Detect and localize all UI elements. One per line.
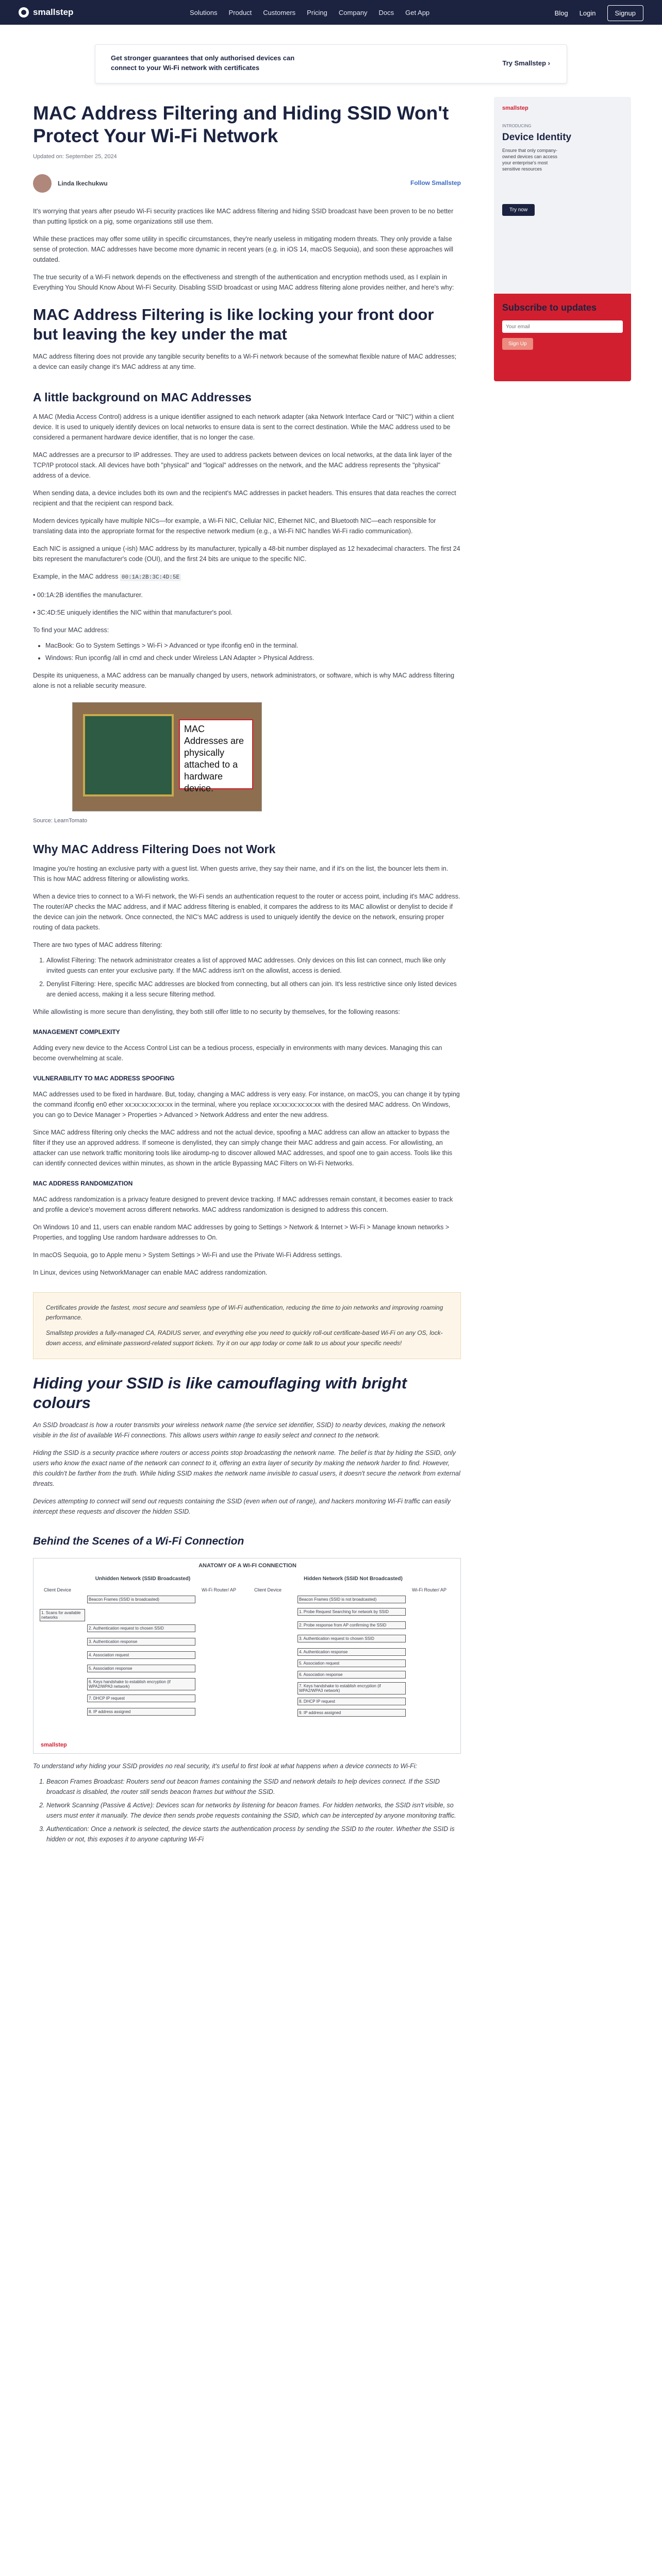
diagram-step: 2. Authentication request to chosen SSID [87,1624,195,1632]
example-line [33,571,461,583]
follow-smallstep-link[interactable]: Follow Smallstep [410,179,461,187]
spoofing-paragraph-1: MAC addresses used to be fixed in hardware. But, today, changing a MAC address is very easy. For instance, on macOS, you can change it by typing the command ifconfig en0 ether xx:xx:xx:xx:xx:xx in the terminal, where you replace xx:xx:xx:xx:xx:xx with the desired MAC address. On Windows, you can go to Device Manager > Properties > Advanced > Network Address and enter the new address. [33,1091,460,1118]
diagram-step: 3. Authentication response [87,1638,195,1646]
article [33,97,461,1844]
randomization-paragraph-3: In macOS Sequoia, go to Apple menu > System Settings > Wi-Fi and use the Private Wi-Fi Address settings. [33,1251,342,1259]
background-paragraph-3: When sending data, a device includes both its own and the recipient's MAC addresses in packet headers. This ensures that data reaches the correct recipient and that the recipient can respond back. [33,489,456,507]
promo-text: Get stronger guarantees that only authorised devices can connect to your Wi-Fi network with certificates [111,54,295,72]
diagram-hidden-column [250,1576,456,1720]
diagram-step: 9. IP address assigned [297,1709,406,1717]
diagram-step: 1. Scans for available networks [40,1609,85,1621]
author-name: Linda Ikechukwu [58,180,108,187]
try-now-button[interactable]: Try now [502,204,535,216]
list-item: • MacBook: Go to System Settings > Wi-Fi > Advanced or type ifconfig en0 in the terminal. [45,640,461,651]
intro-paragraph-1: It's worrying that years after pseudo Wi-Fi security practices like MAC address filtering and hiding SSID broadcast have been proven to be no better than putting lipstick on a pig, some organizations still use them. [33,208,454,225]
diagram-client-label: Client Device [44,1587,72,1592]
heading-why-not-work: Why MAC Address Filtering Does not Work [33,842,276,856]
diagram-step: 6. Keys handshake to establish encryption (if WPA2/WPA3 network) [87,1678,195,1690]
while-paragraph: While allowlisting is more secure than denylisting, they both still offer little to no security by themselves, for the following reasons: [33,1008,400,1015]
ssid-paragraph-3: Devices attempting to connect will send out requests containing the SSID (even when out of range), and hackers monitoring Wi-Fi traffic can easily intercept these requests and discover the hidden SSID. [33,1498,451,1515]
diagram-step: 8. IP address assigned [87,1708,195,1716]
heading-randomization: MAC ADDRESS RANDOMIZATION [33,1180,133,1187]
author-row [33,170,461,199]
find-mac-intro: To find your MAC address: [33,626,109,634]
sidebar-text: Ensure that only company-owned devices can access your enterprise's most sensitive resources [502,148,558,172]
randomization-paragraph-4: In Linux, devices using NetworkManager can enable MAC address randomization. [33,1269,268,1276]
background-paragraph-1: A MAC (Media Access Control) address is a unique identifier assigned to each network adapter (aka Network Interface Card or "NIC") within a client device. It is used to uniquely identify devices on local networks to ensure data is sent to the correct destination. While the MAC address used to be considered a permanent hardware device identifier, that is no longer the case. [33,413,454,441]
nav-blog[interactable]: Blog [554,9,568,17]
nav-company[interactable]: Company [338,9,368,16]
diagram-client-label: Client Device [254,1587,282,1592]
signup-button[interactable]: Signup [607,5,643,21]
diagram-step: 7. Keys handshake to establish encryption (if WPA2/WPA3 network) [297,1682,406,1694]
subscribe-box [494,294,631,381]
diagram-unhidden-heading: Unhidden Network (SSID Broadcasted) [95,1576,191,1582]
email-field[interactable] [502,320,623,333]
list-item: 3. Authentication: Once a network is selected, the device starts the authentication process by sending the SSID to the router. Whether the SSID is hidden or not, this exposes it to anyone capturing Wi-Fi [46,1824,461,1844]
nav-pricing[interactable]: Pricing [307,9,327,16]
nav-login[interactable]: Login [579,9,596,17]
nic-item: • 3C:4D:5E uniquely identifies the NIC within that manufacturer's pool. [33,609,233,616]
intro-paragraph-2: While these practices may offer some utility in specific circumstances, they're nearly useless in mitigating modern threats. They only provide a false sense of protection. MAC addresses have become more dynamic in recent years (e.g. in iOS 14, macOS Sequoia), and soon these approaches will outdated. [33,235,454,263]
list-item: 2. Network Scanning (Passive & Active): Devices scan for networks by listening for beacon frames. For hidden networks, the SSID isn't visible, so users must enter it manually. The device then sends probe requests containing the SSID, which can be intercepted by anyone monitoring traffic. [46,1800,461,1821]
heading-hide-ssid: Hiding your SSID is like camouflaging with bright colours [33,1374,407,1412]
list-item: • Windows: Run ipconfig /all in cmd and check under Wireless LAN Adapter > Physical Address. [45,653,461,663]
main-nav [190,9,429,16]
subscribe-heading: Subscribe to updates [502,302,597,313]
background-paragraph-5: Each NIC is assigned a unique (-ish) MAC address by its manufacturer, typically a 48-bit number displayed as 12 hexadecimal characters. The first 24 bits represent the manufacturer's code (OUI), and the first 24 bits are unique to the specific NIC. [33,545,460,563]
try-smallstep-link[interactable]: Try Smallstep › [502,59,550,67]
oui-item: • 00:1A:2B identifies the manufacturer. [33,591,143,599]
top-nav [0,0,662,25]
randomization-paragraph-2: On Windows 10 and 11, users can enable random MAC addresses by going to Settings > Network & Internet > Wi-Fi > Manage known networks > Properties, and toggling Use random hardware addresses to On. [33,1224,450,1241]
nav-customers[interactable]: Customers [263,9,296,16]
connection-steps-list [33,1776,461,1844]
behind-paragraph: To understand why hiding your SSID provides no real security, it's useful to first look at what happens when a device connects to Wi-Fi: [33,1762,418,1770]
example-mac-code: 00:1A:2B:3C:4D:5E [120,574,181,581]
sidebar-logo: smallstep [502,105,528,111]
diagram-step: 3. Authentication request to chosen SSID [297,1635,406,1642]
diagram-ap-label: Wi-Fi Router/ AP [412,1587,447,1592]
nav-product[interactable]: Product [228,9,252,16]
list-item: 1. Allowlist Filtering: The network administrator creates a list of approved MAC addresses. Only devices on this list can connect, much like only invited guests can enter your exclusive party. If the MAC address isn't on the allowlist, access is denied. [46,955,461,976]
author-avatar [33,174,52,193]
smallstep-logo-icon [19,7,29,18]
brand-logo[interactable] [19,7,73,18]
diagram-footer-logo: smallstep [41,1742,67,1748]
wifi-connection-diagram [33,1558,461,1754]
promo-banner [95,44,567,83]
heading-spoofing: VULNERABILITY TO MAC ADDRESS SPOOFING [33,1075,175,1082]
ssid-paragraph-2: Hiding the SSID is a security practice where routers or access points stop broadcasting the network name. The belief is that by hiding the SSID, only users who know the exact name of the network can connect to it, offering an extra layer of security by making the network harder to find. However, this couldn't be farther from the truth. While hiding SSID makes the network name invisible to casual users, it doesn't secure the network from external threats. [33,1449,460,1487]
network-card-image [83,714,174,796]
updated-date: Updated on: September 25, 2024 [33,154,117,160]
nav-get-app[interactable]: Get App [405,9,430,16]
diagram-step: Beacon Frames (SSID is broadcasted) [87,1596,195,1603]
nav-actions [555,5,643,21]
nav-docs[interactable]: Docs [378,9,394,16]
brand-name: smallstep [33,7,74,17]
diagram-step: 4. Association request [87,1651,195,1659]
intro-paragraph-3: The true security of a Wi-Fi network depends on the effectiveness and strength of the authentication and encryption methods used, as I explain in Everything You Should Know About Wi-Fi Security. Disabling SSID broadcast or using MAC address filtering alone provides neither, and here's why: [33,274,454,291]
ssid-paragraph-1: An SSID broadcast is how a router transmits your wireless network name (the service set identifier, SSID) to nearby devices, making the network visible in the list of available Wi-Fi connections. This allows users within range to easily select and connect to the network. [33,1421,445,1439]
background-paragraph-4: Modern devices typically have multiple NICs—for example, a Wi-Fi NIC, Cellular NIC, Ethernet NIC, and Bluetooth NIC—each responsible for translating data into the appropriate format for the respective network medium (e.g., a Wi-Fi NIC handles Wi-Fi radio communication). [33,517,436,535]
nav-solutions[interactable]: Solutions [190,9,218,16]
article-title: MAC Address Filtering and Hiding SSID Won't Protect Your Wi-Fi Network [33,103,449,146]
callout-text-2: Smallstep provides a fully-managed CA, RADIUS server, and everything else you need to quickly roll-out certificate-based Wi-Fi on any OS, lock-down access, and eliminate password-related support tickets. Try it on our app today or come talk to us about your specific needs! [46,1329,443,1347]
mac-address-figure [72,702,262,811]
management-paragraph: Adding every new device to the Access Control List can be a tedious process, especially in environments with many devices. Managing this can become overwhelming at scale. [33,1044,442,1062]
diagram-unhidden-column [40,1576,246,1720]
figure-source: Source: LearnTomato [33,818,88,824]
heading-background: A little background on MAC Addresses [33,391,252,404]
sidebar-heading: Device Identity [502,132,572,143]
subscribe-button[interactable]: Sign Up [502,338,533,350]
filter-types-list [33,955,461,999]
spoofing-paragraph-2: Since MAC address filtering only checks the MAC address and not the actual device, spoofing a MAC address can allow an attacker to bypass the filter if they use an approved address. If someone is denylisted, they can simply change their MAC address and gain access. For allowlisting, an attacker can use network traffic monitoring tools like airodump-ng to discover allowed MAC addresses, and spoof one to gain access. Tools like this can identify connected devices within minutes, as shown in the article Bypassing MAC Filters on Wi-Fi Networks. [33,1129,453,1167]
find-mac-list [33,640,461,663]
lock-paragraph: MAC address filtering does not provide any tangible security benefits to a Wi-Fi network because of the somewhat flexible nature of MAC addresses; a device can easily change it's MAC address at any time. [33,353,457,370]
diagram-hidden-heading: Hidden Network (SSID Not Broadcasted) [304,1576,403,1582]
diagram-step: Beacon Frames (SSID is not broadcasted) [297,1596,406,1603]
diagram-step: 5. Association request [297,1659,406,1667]
callout-text-1: Certificates provide the fastest, most secure and seamless type of Wi-Fi authentication, reducing the time to join networks and improving roaming performance. [46,1304,443,1321]
sidebar-kicker: INTRODUCING [502,124,532,128]
types-intro: There are two types of MAC address filtering: [33,941,162,948]
heading-management: MANAGEMENT COMPLEXITY [33,1028,120,1036]
sidebar [494,97,631,381]
figure-callout-text: MAC Addresses are physically attached to a hardware device. [179,719,253,789]
diagram-step: 2. Probe response from AP confirming the SSID [297,1621,406,1629]
heading-behind-scenes: Behind the Scenes of a Wi-Fi Connection [33,1535,244,1547]
randomization-paragraph-1: MAC address randomization is a privacy feature designed to prevent device tracking. If MAC addresses remain constant, it becomes easier to track and profile a device's movement across different networks. MAC address randomization is designed to address this concern. [33,1196,453,1213]
example-text: Example, in the MAC address [33,573,119,580]
diagram-step: 7. DHCP IP request [87,1694,195,1702]
diagram-step: 1. Probe Request Searching for network by SSID [297,1608,406,1616]
certificate-callout [33,1292,461,1359]
diagram-step: 4. Authentication response [297,1648,406,1656]
heading-mac-filtering-lock: MAC Address Filtering is like locking your front door but leaving the key under the mat [33,306,434,343]
why-paragraph-1: Imagine you're hosting an exclusive party with a guest list. When guests arrive, they say their name, and if it's on the list, the bouncer lets them in. This is how MAC address filtering or allowlisting works. [33,865,449,883]
diagram-ap-label: Wi-Fi Router/ AP [202,1587,237,1592]
diagram-step: 8. DHCP IP request [297,1698,406,1705]
diagram-step: 6. Association response [297,1671,406,1679]
list-item: 2. Denylist Filtering: Here, specific MAC addresses are blocked from connecting, but all others can join. It's less restrictive since only listed devices are denied access, making it a less secure filtering method. [46,979,461,999]
diagram-step: 5. Association response [87,1665,195,1672]
device-identity-card [494,97,631,294]
diagram-title: ANATOMY OF A WI-FI CONNECTION [198,1563,296,1569]
list-item: 1. Beacon Frames Broadcast: Routers send out beacon frames containing the SSID and network details to help devices connect. If the SSID broadcast is disabled, the router still sends beacon frames but without the SSID. [46,1776,461,1797]
despite-paragraph: Despite its uniqueness, a MAC address can be manually changed by users, network administrators, or software, which is why MAC address filtering alone is not a reliable security measure. [33,672,455,689]
background-paragraph-2: MAC addresses are a precursor to IP addresses. They are used to address packets between devices on local networks, at the data link layer of the TCP/IP protocol stack. All devices have both "physical" and "logical" addresses on the network, and the MAC address represents the "physical" address of a device. [33,451,452,479]
why-paragraph-2: When a device tries to connect to a Wi-Fi network, the Wi-Fi sends an authentication request to the router or access point, including it's MAC address. The router/AP checks the MAC address, and if MAC address filtering is enabled, it compares the address to its MAC allowlist or denylist to decide if the device can join the network. Once connected, the NIC's MAC address is used to uniquely identify the device on the network, ensuring proper routing of data packets. [33,893,460,931]
